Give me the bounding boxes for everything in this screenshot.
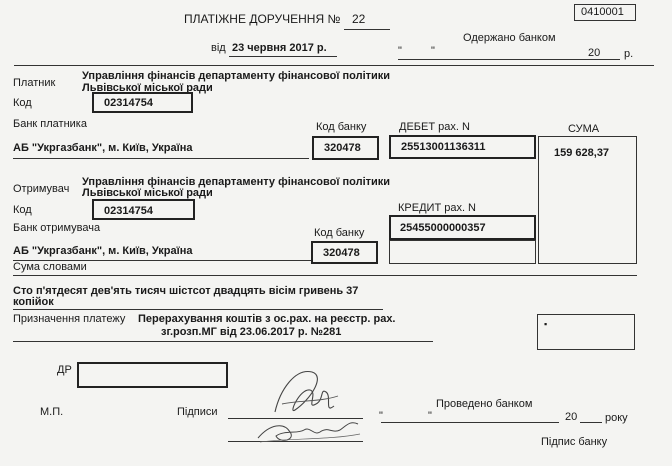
received-year-suffix: р.	[624, 48, 634, 60]
signatures-label: Підписи	[177, 406, 218, 418]
debit-account: 25513001136311	[401, 141, 486, 153]
payer-code: 02314754	[104, 97, 153, 109]
dr-label: ДР	[57, 364, 72, 376]
credit-lower-box	[389, 240, 536, 264]
payer-bank-code-label: Код банку	[316, 121, 367, 133]
processed-year-label: року	[605, 412, 628, 424]
received-by-bank-label: Одержано банком	[463, 32, 556, 44]
received-year-20: 20	[588, 47, 601, 59]
processed-date-line	[381, 422, 559, 423]
recipient-name-line-1: Управління фінансів департаменту фінансової політики	[82, 176, 391, 188]
received-quote-open: "	[398, 45, 402, 57]
recipient-bank-code-label: Код банку	[314, 227, 365, 239]
recipient-label: Отримувач	[13, 183, 70, 195]
recipient-bank-code: 320478	[323, 247, 360, 259]
credit-account: 25455000000357	[400, 222, 486, 234]
purpose-side-mark: ▪	[544, 319, 548, 329]
processed-year-20: 20	[565, 411, 578, 423]
purpose-underline	[13, 341, 433, 342]
number-line	[344, 29, 390, 30]
date-prefix: від	[211, 42, 226, 54]
document-title: ПЛАТІЖНЕ ДОРУЧЕННЯ №	[184, 12, 341, 26]
amount-value: 159 628,37	[554, 147, 610, 159]
payer-code-label: Код	[13, 97, 32, 109]
amount-words-line-2: копійок	[13, 296, 54, 308]
date-line	[229, 56, 337, 57]
payer-bank-label: Банк платника	[13, 118, 87, 130]
processed-quote-open: "	[379, 410, 383, 422]
form-code: 0410001	[581, 6, 624, 18]
amount-label: СУМА	[568, 123, 600, 135]
recipient-bank-label: Банк отримувача	[13, 222, 101, 234]
payer-label: Платник	[13, 77, 56, 89]
signature-image	[240, 360, 370, 450]
received-quote-close: "	[431, 45, 435, 57]
recipient-code: 02314754	[104, 205, 153, 217]
credit-label: КРЕДИТ рах. N	[398, 202, 477, 214]
debit-label: ДЕБЕТ рах. N	[399, 121, 470, 133]
purpose-side-box	[537, 314, 635, 350]
processed-year-line	[580, 422, 602, 423]
recipient-name-line-2: Львівської міської ради	[82, 187, 213, 199]
bank-signature-label: Підпис банку	[541, 436, 608, 448]
payer-bank-line	[13, 158, 309, 159]
document-date: 23 червня 2017 р.	[232, 42, 327, 54]
payer-name-line-1: Управління фінансів департаменту фінансової політики	[82, 70, 391, 82]
payer-bank-name: АБ "Укргазбанк", м. Київ, Україна	[13, 142, 193, 154]
payer-name-line-2: Львівської міської ради	[82, 82, 213, 94]
processed-quote-close: "	[428, 410, 432, 422]
purpose-label: Призначення платежу	[13, 313, 126, 325]
purpose-line-1: Перерахування коштів з ос.рах. на реєстр. рах.	[138, 313, 396, 325]
processed-by-bank-label: Проведено банком	[436, 398, 533, 410]
received-date-line	[398, 59, 620, 60]
mp-label: М.П.	[40, 406, 64, 418]
header-separator	[14, 65, 654, 66]
amount-words-underline	[13, 309, 383, 310]
dr-box	[77, 362, 228, 388]
amount-words-label: Сума словами	[13, 261, 87, 273]
amount-words-line-1: Сто п'ятдесят дев'ять тисяч шістсот двадцять вісім гривень 37	[13, 285, 359, 297]
purpose-line-2: зг.розп.МГ від 23.06.2017 р. №281	[161, 326, 342, 338]
document-number: 22	[352, 12, 366, 26]
amount-words-separator	[13, 275, 637, 276]
recipient-bank-name: АБ "Укргазбанк", м. Київ, Україна	[13, 245, 193, 257]
payer-bank-code: 320478	[324, 142, 361, 154]
recipient-code-label: Код	[13, 204, 32, 216]
